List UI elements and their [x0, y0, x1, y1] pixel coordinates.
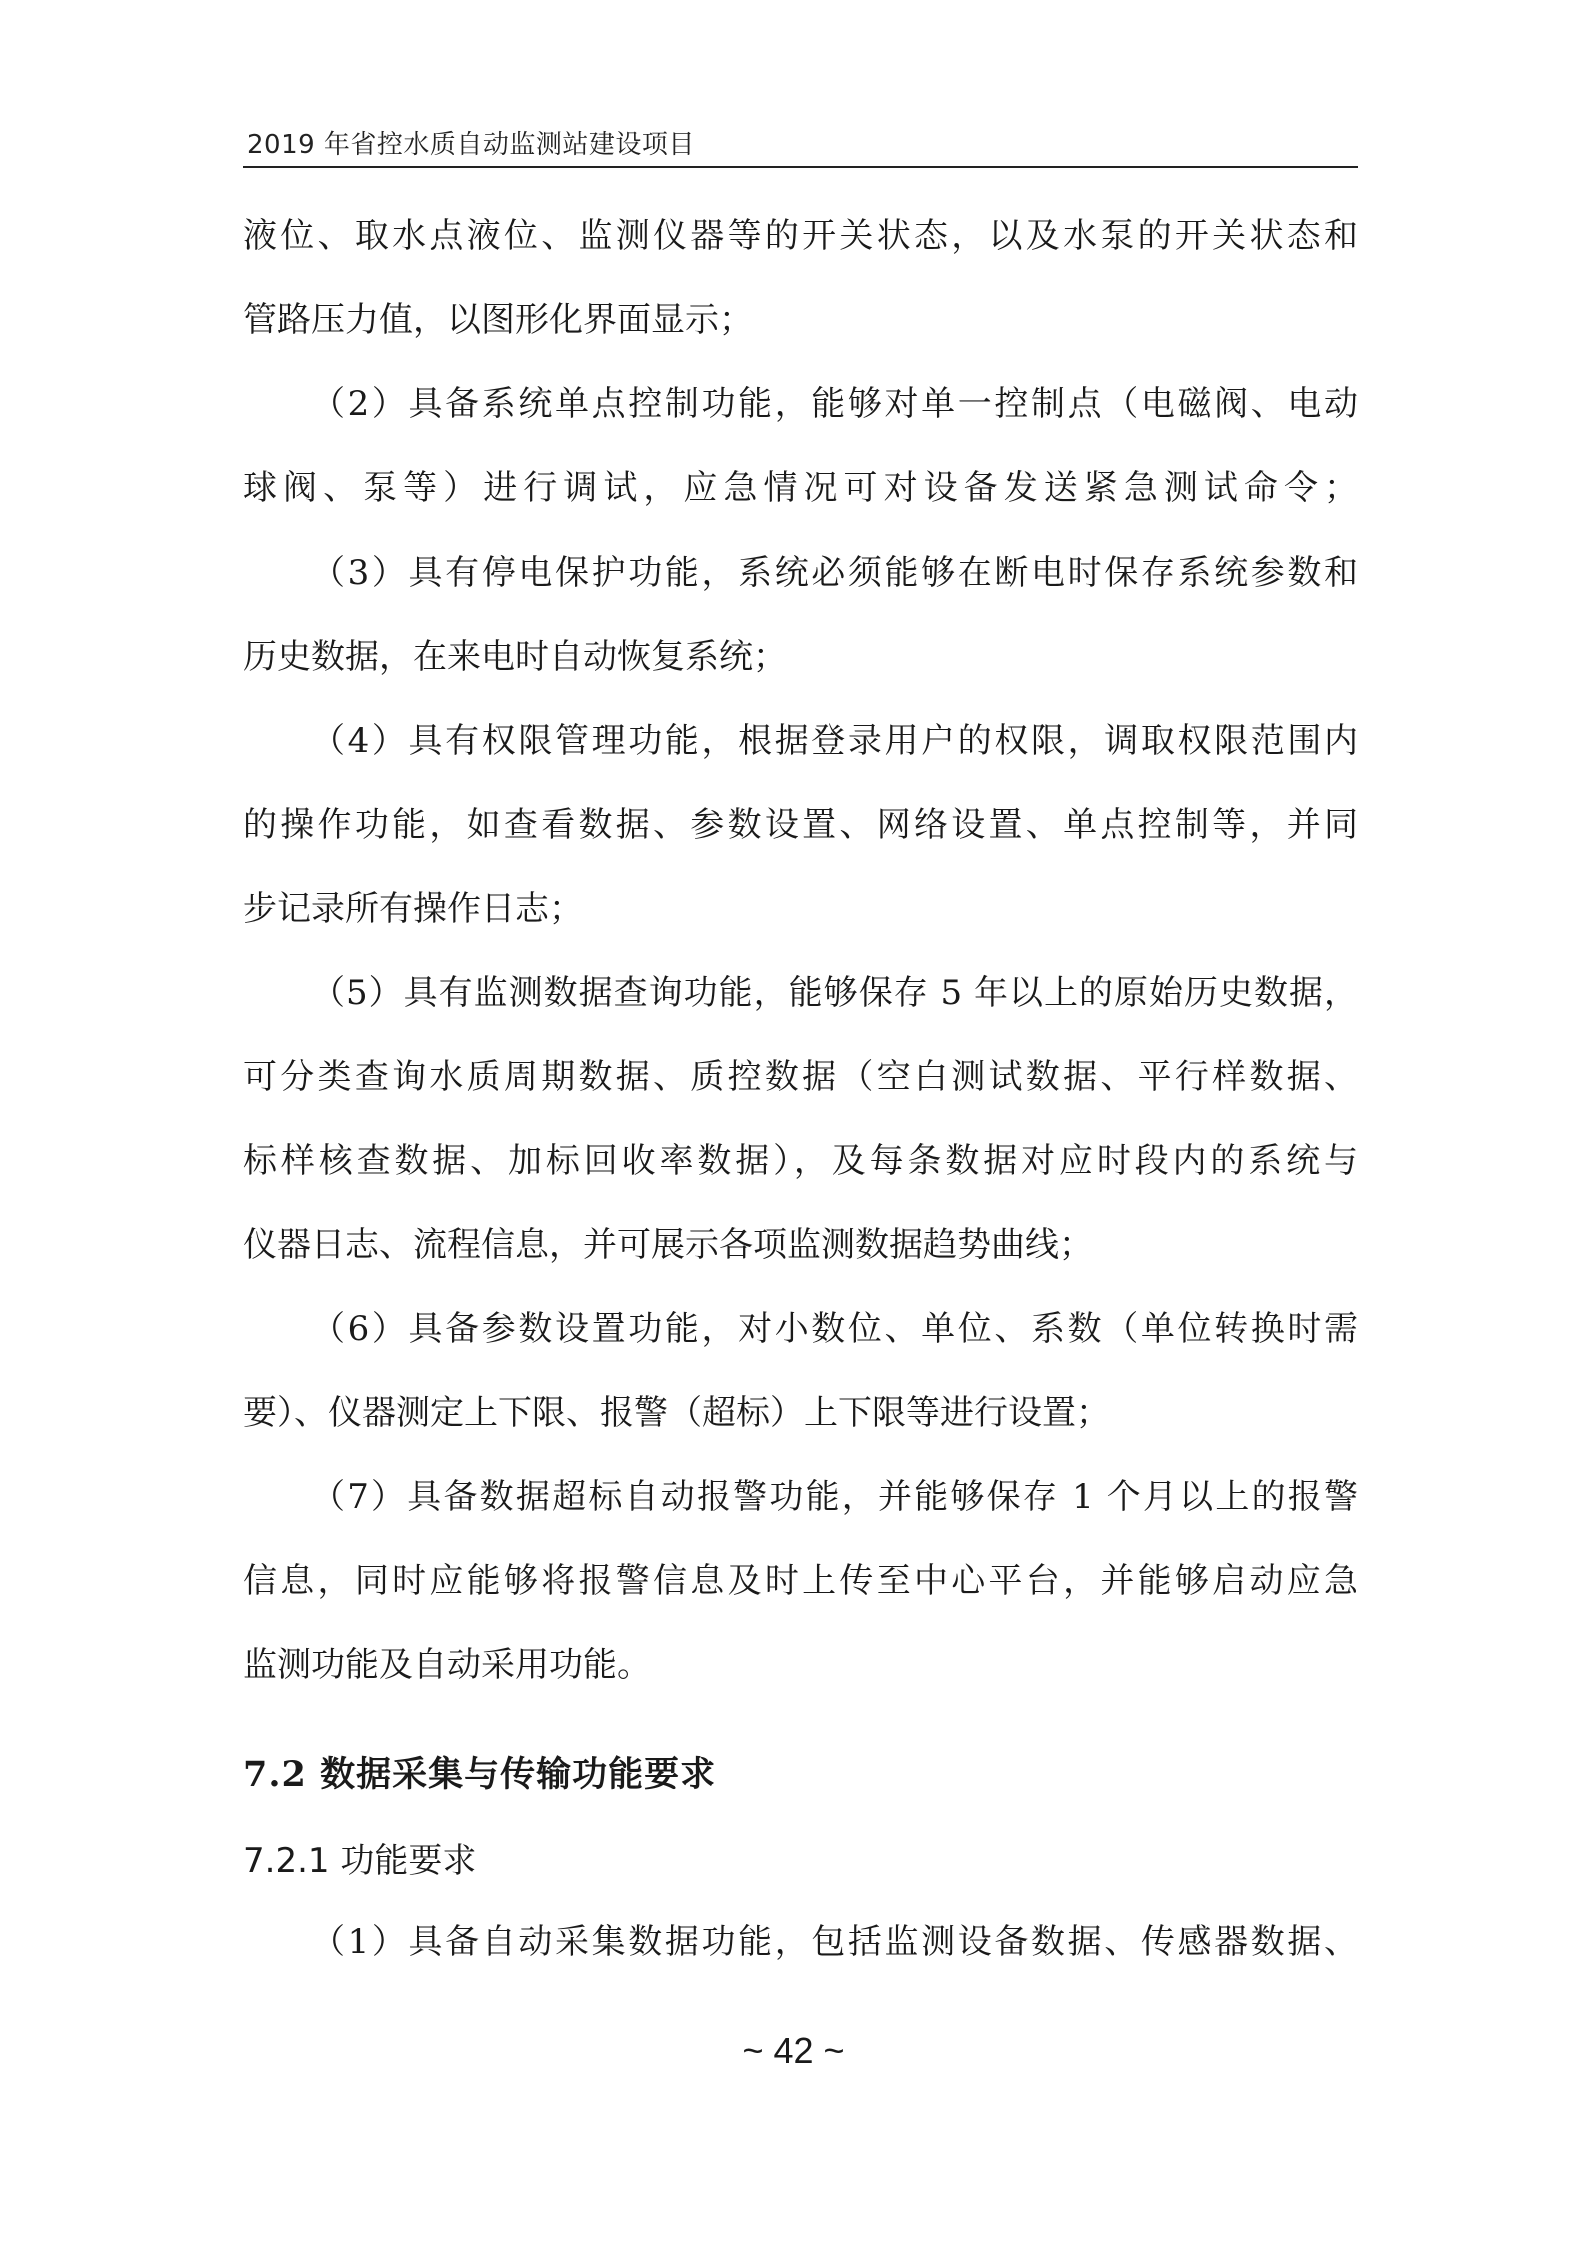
paragraph-line: 步记录所有操作日志；	[243, 889, 583, 929]
paragraph-line: 标样核查数据、加标回收率数据），及每条数据对应时段内的系统与	[243, 1141, 1358, 1181]
paragraph-line: 监测功能及自动采用功能。	[243, 1645, 651, 1685]
paragraph-line: （7）具备数据超标自动报警功能，并能够保存 1 个月以上的报警	[311, 1477, 1358, 1517]
paragraph-line: 的操作功能，如查看数据、参数设置、网络设置、单点控制等，并同	[243, 805, 1358, 845]
paragraph-line: 要）、仪器测定上下限、报警（超标）上下限等进行设置；	[243, 1393, 1110, 1433]
paragraph-line: （5）具有监测数据查询功能，能够保存 5 年以上的原始历史数据，	[311, 973, 1358, 1013]
paragraph-line: 球阀、泵等）进行调试，应急情况可对设备发送紧急测试命令；	[243, 468, 1358, 508]
paragraph-line: 管路压力值，以图形化界面显示；	[243, 300, 753, 340]
paragraph-line: （3）具有停电保护功能，系统必须能够在断电时保存系统参数和	[311, 553, 1358, 593]
paragraph-line: 历史数据，在来电时自动恢复系统；	[243, 637, 787, 677]
page-header	[243, 118, 1358, 168]
subsection-heading: 7.2.1 功能要求	[243, 1841, 477, 1881]
paragraph-line: 信息，同时应能够将报警信息及时上传至中心平台，并能够启动应急	[243, 1561, 1358, 1601]
paragraph-line: （2）具备系统单点控制功能，能够对单一控制点（电磁阀、电动	[311, 384, 1358, 424]
header-title: 2019 年省控水质自动监测站建设项目	[247, 130, 695, 160]
section-heading: 7.2 数据采集与传输功能要求	[243, 1754, 717, 1795]
paragraph-line: 液位、取水点液位、监测仪器等的开关状态，以及水泵的开关状态和	[243, 216, 1358, 256]
page-number: ~ 42 ~	[742, 2030, 845, 2071]
paragraph-line: （6）具备参数设置功能，对小数位、单位、系数（单位转换时需	[311, 1309, 1358, 1349]
paragraph-line: （4）具有权限管理功能，根据登录用户的权限，调取权限范围内	[311, 721, 1358, 761]
paragraph-line: 可分类查询水质周期数据、质控数据（空白测试数据、平行样数据、	[243, 1057, 1358, 1097]
paragraph-line: （1）具备自动采集数据功能，包括监测设备数据、传感器数据、	[311, 1922, 1358, 1962]
paragraph-line: 仪器日志、流程信息，并可展示各项监测数据趋势曲线；	[243, 1225, 1093, 1265]
